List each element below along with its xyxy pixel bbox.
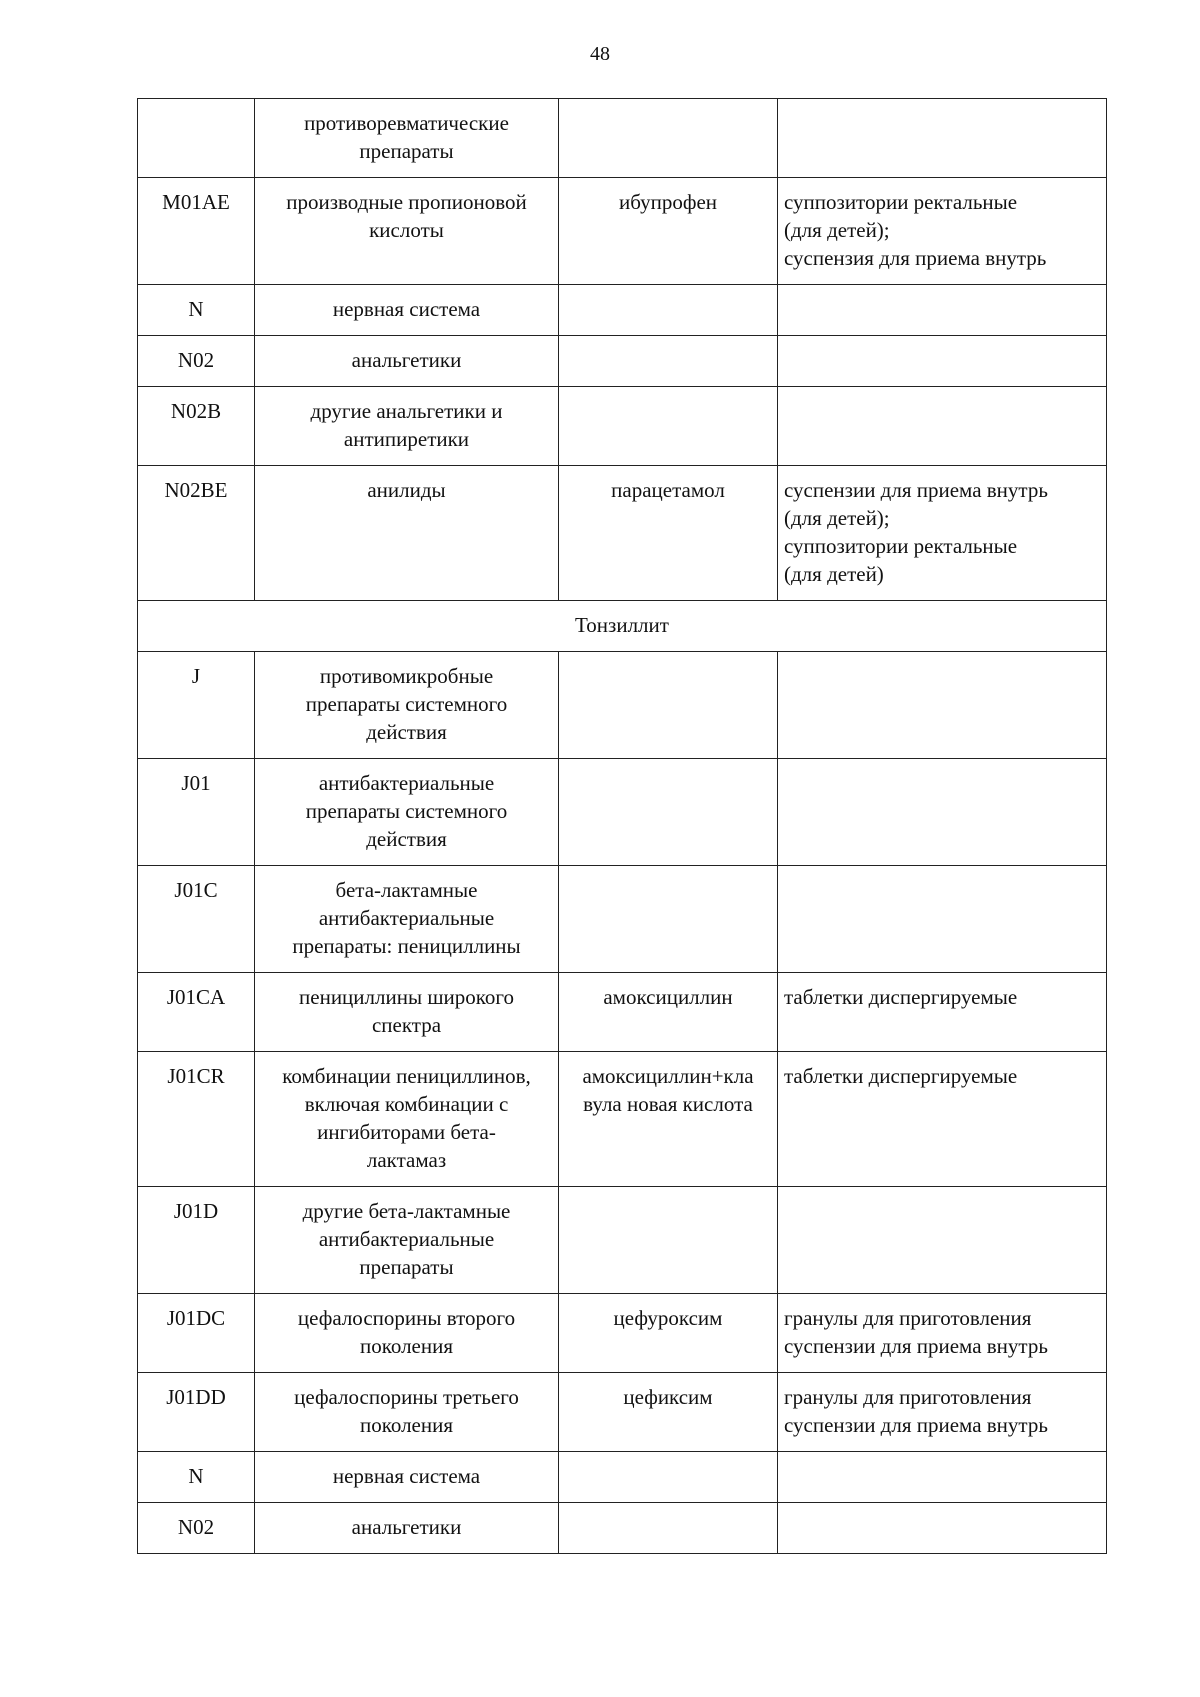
drug-name-cell (559, 652, 778, 759)
pharm-group-cell: нервная система (255, 285, 559, 336)
pharm-group-cell: анальгетики (255, 336, 559, 387)
dosage-form-cell: таблетки диспергируемые (778, 1052, 1107, 1187)
table-row (138, 1294, 1107, 1373)
pharm-group-cell: анальгетики (255, 1503, 559, 1554)
atc-code-cell: N (138, 1452, 255, 1503)
drug-name-cell (559, 387, 778, 466)
dosage-form-cell (778, 285, 1107, 336)
atc-code-cell: J01 (138, 759, 255, 866)
atc-code-cell: J01C (138, 866, 255, 973)
table-row (138, 652, 1107, 759)
atc-code-cell: J01CA (138, 973, 255, 1052)
table-row (138, 973, 1107, 1052)
pharm-group-cell: пенициллины широкого спектра (255, 973, 559, 1052)
table-row (138, 1452, 1107, 1503)
table-row (138, 1373, 1107, 1452)
dosage-form-cell (778, 1503, 1107, 1554)
dosage-form-cell: таблетки диспергируемые (778, 973, 1107, 1052)
table-row (138, 759, 1107, 866)
pharm-group-cell: нервная система (255, 1452, 559, 1503)
pharm-group-cell: производные пропионовой кислоты (255, 178, 559, 285)
atc-code-cell: J01D (138, 1187, 255, 1294)
atc-code-cell: N (138, 285, 255, 336)
pharm-group-cell: бета-лактамные антибактериальные препараты: пенициллины (255, 866, 559, 973)
atc-code-cell: N02B (138, 387, 255, 466)
atc-code-cell: J01DD (138, 1373, 255, 1452)
table-row (138, 1187, 1107, 1294)
dosage-form-cell: гранулы для приготовления суспензии для приема внутрь (778, 1294, 1107, 1373)
atc-code-cell: J01DC (138, 1294, 255, 1373)
page-number: 48 (590, 43, 610, 65)
drug-name-cell: цефуроксим (559, 1294, 778, 1373)
table-row (138, 99, 1107, 178)
table-row (138, 466, 1107, 601)
drug-name-cell (559, 336, 778, 387)
atc-code-cell: N02 (138, 336, 255, 387)
section-row (138, 601, 1107, 652)
pharm-group-cell: другие анальгетики и антипиретики (255, 387, 559, 466)
pharm-group-cell: противоревматические препараты (255, 99, 559, 178)
dosage-form-cell (778, 866, 1107, 973)
dosage-form-cell (778, 759, 1107, 866)
drug-name-cell (559, 1187, 778, 1294)
drug-name-cell: амоксициллин+кла вула новая кислота (559, 1052, 778, 1187)
drug-name-cell (559, 1452, 778, 1503)
dosage-form-cell: суппозитории ректальные (для детей); суспензия для приема внутрь (778, 178, 1107, 285)
drug-name-cell: парацетамол (559, 466, 778, 601)
drug-name-cell (559, 759, 778, 866)
atc-code-cell: N02BE (138, 466, 255, 601)
atc-code-cell: M01AE (138, 178, 255, 285)
table-row (138, 178, 1107, 285)
drug-name-cell (559, 866, 778, 973)
atc-code-cell: N02 (138, 1503, 255, 1554)
dosage-form-cell (778, 652, 1107, 759)
dosage-form-cell: суспензии для приема внутрь (для детей); суппозитории ректальные (для детей) (778, 466, 1107, 601)
drug-name-cell (559, 99, 778, 178)
pharm-group-cell: комбинации пенициллинов, включая комбинации с ингибиторами бета- лактамаз (255, 1052, 559, 1187)
dosage-form-cell (778, 99, 1107, 178)
table-row (138, 1503, 1107, 1554)
dosage-form-cell (778, 336, 1107, 387)
drug-name-cell (559, 1503, 778, 1554)
drug-name-cell: ибупрофен (559, 178, 778, 285)
drug-name-cell (559, 285, 778, 336)
pharm-group-cell: другие бета-лактамные антибактериальные препараты (255, 1187, 559, 1294)
pharm-group-cell: цефалоспорины третьего поколения (255, 1373, 559, 1452)
section-heading: Тонзиллит (138, 601, 1107, 652)
dosage-form-cell (778, 1187, 1107, 1294)
dosage-form-cell (778, 387, 1107, 466)
atc-code-cell: J (138, 652, 255, 759)
table-row (138, 387, 1107, 466)
drug-name-cell: амоксициллин (559, 973, 778, 1052)
pharm-group-cell: анилиды (255, 466, 559, 601)
pharm-group-cell: цефалоспорины второго поколения (255, 1294, 559, 1373)
dosage-form-cell: гранулы для приготовления суспензии для приема внутрь (778, 1373, 1107, 1452)
atc-code-cell (138, 99, 255, 178)
table-row (138, 336, 1107, 387)
dosage-form-cell (778, 1452, 1107, 1503)
drug-table (137, 98, 1107, 1554)
drug-name-cell: цефиксим (559, 1373, 778, 1452)
pharm-group-cell: противомикробные препараты системного действия (255, 652, 559, 759)
table-row (138, 1052, 1107, 1187)
table-row (138, 866, 1107, 973)
table-row (138, 285, 1107, 336)
pharm-group-cell: антибактериальные препараты системного действия (255, 759, 559, 866)
atc-code-cell: J01CR (138, 1052, 255, 1187)
